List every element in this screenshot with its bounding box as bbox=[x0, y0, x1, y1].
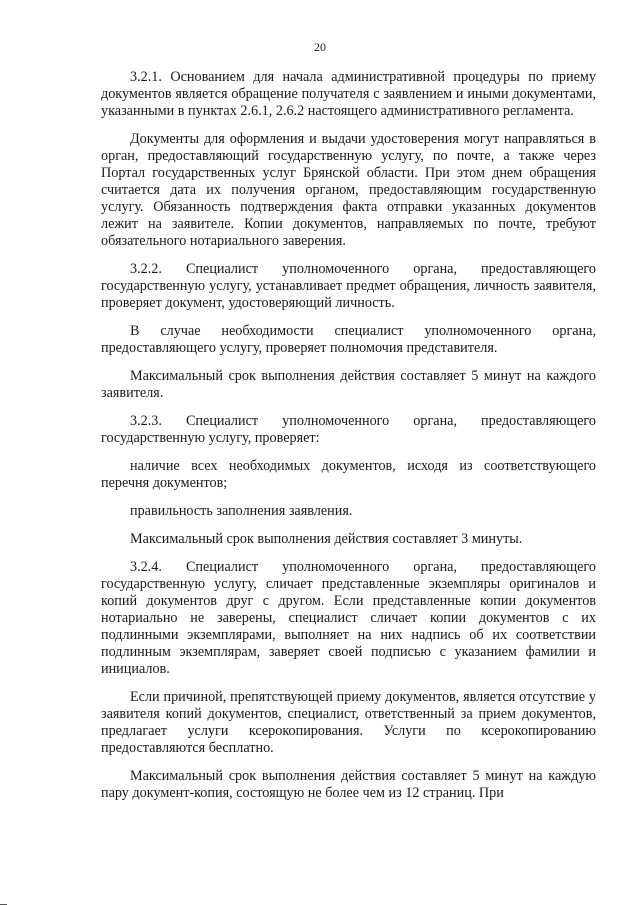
paragraph-photocopy-services: Если причиной, препятствующей приему документов, является отсутствие у заявителя копий документов, специалист, ответственный за прием документов, предлагает услуги ксерокопирования. Услуги по ксерокопированию предоставляются бесплатно. bbox=[101, 689, 596, 756]
page-number: 20 bbox=[314, 40, 326, 54]
document-body bbox=[101, 69, 596, 813]
paragraph-3-2-4: 3.2.4. Специалист уполномоченного органа, предоставляющего государственную услугу, сличает представленные экземпляры оригиналов и копий документов друг с другом. Если представленные копии документов нотариально не заверены, специалист сличает копии документов с их подлинными экземплярами, выполняет на них надпись об их соответствии подлинным экземплярам, заверяет своей подписью с указанием фамилии и инициалов. bbox=[101, 559, 596, 677]
paragraph-representative-check: В случае необходимости специалист уполномоченного органа, предоставляющего услугу, проверяет полномочия представителя. bbox=[101, 323, 596, 356]
paragraph-application-correctness: правильность заполнения заявления. bbox=[130, 503, 353, 519]
paragraph-3-2-1: 3.2.1. Основанием для начала административной процедуры по приему документов является обращение получателя с заявлением и иными документами, указанными в пунктах 2.6.1, 2.6.2 настоящего административного регламента. bbox=[101, 69, 596, 119]
paragraph-3-2-2: 3.2.2. Специалист уполномоченного органа, предоставляющего государственную услугу, устанавливает предмет обращения, личность заявителя, проверяет документ, удостоверяющий личность. bbox=[101, 261, 596, 311]
paragraph-time-limit-5-min: Максимальный срок выполнения действия составляет 5 минут на каждого заявителя. bbox=[101, 368, 596, 401]
paragraph-time-limit-3-min: Максимальный срок выполнения действия составляет 3 минуты. bbox=[130, 531, 523, 547]
paragraph-submission-methods: Документы для оформления и выдачи удостоверения могут направляться в орган, предоставляющий государственную услугу, по почте, а также через Портал государственных услуг Брянской области. При этом днем обращения считается дата их получения органом, предоставляющим государственную услугу. Обязанность подтверждения факта отправки указанных документов лежит на заявителе. Копии документов, направляемых по почте, требуют обязательного нотариального заверения. bbox=[101, 131, 596, 249]
paragraph-3-2-3: 3.2.3. Специалист уполномоченного органа, предоставляющего государственную услугу, проверяет: bbox=[101, 413, 596, 446]
paragraph-documents-presence: наличие всех необходимых документов, исходя из соответствующего перечня документов; bbox=[101, 458, 596, 491]
paragraph-time-limit-copies: Максимальный срок выполнения действия составляет 5 минут на каждую пару документ-копия, состоящую не более чем из 12 страниц. При bbox=[101, 768, 596, 801]
